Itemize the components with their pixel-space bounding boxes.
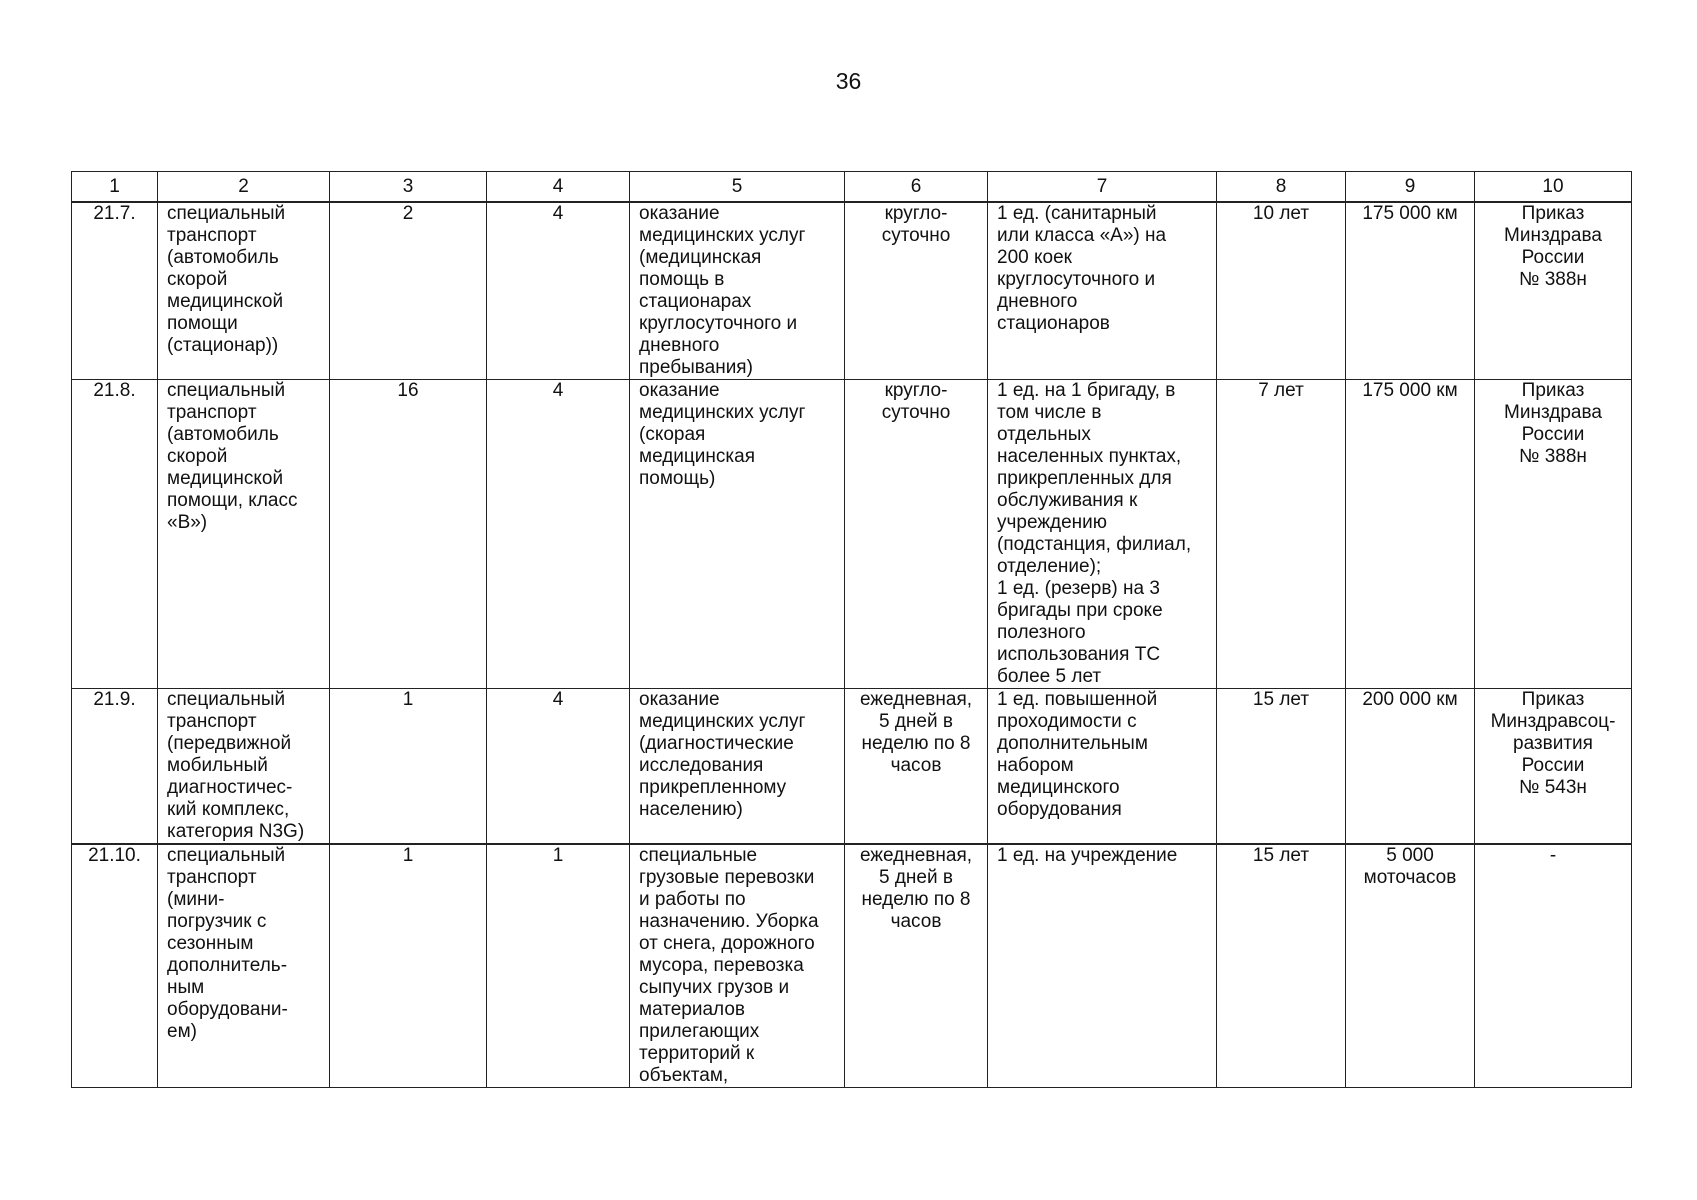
service-term: 15 лет bbox=[1217, 689, 1346, 845]
table-row bbox=[72, 844, 1632, 1088]
legal-basis: Приказ Минздрава России № 388н bbox=[1475, 380, 1632, 689]
vehicle-name: специальный транспорт (передвижной мобильный диагностичес- кий комплекс, категория N3G) bbox=[158, 689, 330, 845]
header-row bbox=[72, 172, 1632, 203]
vehicle-name: специальный транспорт (автомобиль скорой медицинской помощи, класс «В») bbox=[158, 380, 330, 689]
header-col-7: 7 bbox=[988, 172, 1217, 203]
service-term: 10 лет bbox=[1217, 202, 1346, 380]
service-term: 7 лет bbox=[1217, 380, 1346, 689]
mileage: 5 000 моточасов bbox=[1346, 844, 1475, 1088]
col3-value: 16 bbox=[330, 380, 487, 689]
row-id: 21.8. bbox=[72, 380, 158, 689]
header-col-8: 8 bbox=[1217, 172, 1346, 203]
legal-basis: Приказ Минздрава России № 388н bbox=[1475, 202, 1632, 380]
header-col-4: 4 bbox=[487, 172, 630, 203]
norm: 1 ед. на 1 бригаду, в том числе в отдельных населенных пунктах, прикрепленных для обслуживания к учреждению (подстанция, филиал, отделение); 1 ед. (резерв) на 3 бригады при сроке полезного использования ТС более 5 лет bbox=[988, 380, 1217, 689]
col3-value: 2 bbox=[330, 202, 487, 380]
col4-value: 4 bbox=[487, 380, 630, 689]
col3-value: 1 bbox=[330, 689, 487, 845]
col4-value: 4 bbox=[487, 689, 630, 845]
vehicle-name: специальный транспорт (автомобиль скорой медицинской помощи (стационар)) bbox=[158, 202, 330, 380]
norm: 1 ед. на учреждение bbox=[988, 844, 1217, 1088]
operating-mode: ежедневная, 5 дней в неделю по 8 часов bbox=[845, 689, 988, 845]
header-col-6: 6 bbox=[845, 172, 988, 203]
row-id: 21.10. bbox=[72, 844, 158, 1088]
header-col-1: 1 bbox=[72, 172, 158, 203]
col4-value: 4 bbox=[487, 202, 630, 380]
table-header bbox=[72, 172, 1632, 203]
header-col-9: 9 bbox=[1346, 172, 1475, 203]
row-id: 21.9. bbox=[72, 689, 158, 845]
legal-basis: - bbox=[1475, 844, 1632, 1088]
purpose: оказание медицинских услуг (медицинская помощь в стационарах круглосуточного и дневного пребывания) bbox=[630, 202, 845, 380]
norm: 1 ед. повышенной проходимости с дополнительным набором медицинского оборудования bbox=[988, 689, 1217, 845]
operating-mode: кругло- суточно bbox=[845, 202, 988, 380]
header-col-3: 3 bbox=[330, 172, 487, 203]
row-id: 21.7. bbox=[72, 202, 158, 380]
mileage: 175 000 км bbox=[1346, 380, 1475, 689]
header-col-2: 2 bbox=[158, 172, 330, 203]
mileage: 175 000 км bbox=[1346, 202, 1475, 380]
operating-mode: кругло- суточно bbox=[845, 380, 988, 689]
purpose: специальные грузовые перевозки и работы по назначению. Уборка от снега, дорожного мусора, перевозка сыпучих грузов и материалов прилегающих территорий к объектам, bbox=[630, 844, 845, 1088]
header-col-5: 5 bbox=[630, 172, 845, 203]
header-col-10: 10 bbox=[1475, 172, 1632, 203]
col3-value: 1 bbox=[330, 844, 487, 1088]
col4-value: 1 bbox=[487, 844, 630, 1088]
mileage: 200 000 км bbox=[1346, 689, 1475, 845]
page-number: 36 bbox=[835, 68, 862, 94]
table-row bbox=[72, 380, 1632, 689]
table-row bbox=[72, 202, 1632, 380]
legal-basis: Приказ Минздравсоц- развития России № 543н bbox=[1475, 689, 1632, 845]
vehicle-name: специальный транспорт (мини- погрузчик с сезонным дополнитель- ным оборудовани- ем) bbox=[158, 844, 330, 1088]
service-term: 15 лет bbox=[1217, 844, 1346, 1088]
operating-mode: ежедневная, 5 дней в неделю по 8 часов bbox=[845, 844, 988, 1088]
table-row bbox=[72, 689, 1632, 845]
norms-table bbox=[71, 171, 1632, 1088]
norm: 1 ед. (санитарный или класса «А») на 200 коек круглосуточного и дневного стационаров bbox=[988, 202, 1217, 380]
purpose: оказание медицинских услуг (диагностические исследования прикрепленному населению) bbox=[630, 689, 845, 845]
purpose: оказание медицинских услуг (скорая медицинская помощь) bbox=[630, 380, 845, 689]
